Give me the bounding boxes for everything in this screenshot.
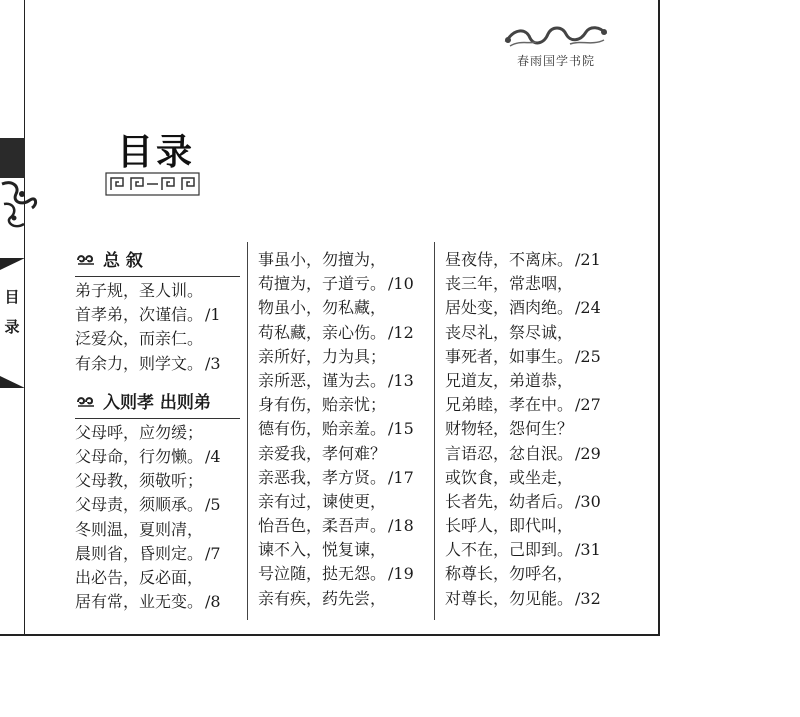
toc-line[interactable] <box>258 442 428 466</box>
toc-line[interactable] <box>445 466 615 490</box>
column-divider <box>247 242 248 620</box>
side-tab-label: 目录 <box>4 288 20 336</box>
toc-line[interactable] <box>75 542 240 566</box>
toc-line[interactable] <box>445 248 615 272</box>
side-tab[interactable] <box>0 138 25 408</box>
toc-line[interactable] <box>445 393 615 417</box>
toc-text: 称尊长，勿呼名， <box>445 564 574 584</box>
cloud-bullet-icon <box>75 394 97 410</box>
toc-text: 对尊长，勿见能。 <box>445 588 574 608</box>
toc-text: 父母责，须顺承。 <box>75 495 204 515</box>
toc-text: 长呼人，即代叫， <box>445 516 574 536</box>
toc-line[interactable] <box>258 514 428 538</box>
toc-text: 人不在，己即到。 <box>445 540 574 560</box>
page-number: /21 <box>575 250 601 269</box>
toc-text: 亲有过，谏使更， <box>258 491 387 511</box>
page-number: /7 <box>205 543 221 563</box>
cloud-bullet-icon <box>75 252 97 268</box>
toc-line[interactable] <box>75 493 240 517</box>
toc-text: 亲有疾，药先尝， <box>258 588 387 608</box>
toc-line[interactable] <box>258 345 428 369</box>
page-number: /17 <box>388 467 414 487</box>
toc-line[interactable] <box>75 590 240 614</box>
toc-text: 居有常，业无变。 <box>75 592 204 612</box>
toc-text: 晨则省，昏则定。 <box>75 543 204 563</box>
section-title: 总 叙 <box>103 251 143 271</box>
page-number: /31 <box>575 540 601 560</box>
section-title: 入则孝 出则弟 <box>103 392 211 413</box>
side-tab-dark-band <box>0 138 25 178</box>
page-number: /4 <box>205 446 221 466</box>
toc-text: 亲所好，力为具； <box>258 346 387 366</box>
page-number: /19 <box>388 564 414 584</box>
toc-text: 亲爱我，孝何难？ <box>258 443 387 463</box>
toc-line[interactable] <box>445 417 615 441</box>
publisher-logo <box>500 20 612 70</box>
toc-text: 苟私藏，亲心伤。 <box>258 322 387 342</box>
toc-text: 身有伤，贻亲忧； <box>258 395 387 415</box>
toc-line[interactable] <box>445 296 615 320</box>
page-number: /27 <box>575 395 601 415</box>
toc-line[interactable] <box>258 562 428 586</box>
toc-line[interactable] <box>258 466 428 490</box>
toc-text: 冬则温，夏则凊， <box>75 519 204 539</box>
toc-text: 兄道友，弟道恭， <box>445 370 574 390</box>
page-number: /18 <box>388 516 414 536</box>
toc-line[interactable] <box>75 469 240 493</box>
toc-column-3 <box>445 248 615 611</box>
toc-column-2 <box>258 248 428 611</box>
toc-line[interactable] <box>75 352 240 376</box>
page-number: /24 <box>575 298 601 318</box>
toc-text: 父母呼，应勿缓； <box>75 422 204 442</box>
page-number: /5 <box>205 495 221 515</box>
page-title: 目录 <box>117 132 196 173</box>
toc-line[interactable] <box>258 296 428 320</box>
page-number: /12 <box>388 322 414 342</box>
side-tab-label-block <box>0 258 25 378</box>
side-tab-wedge-bottom <box>0 376 25 388</box>
toc-text: 事死者，如事生。 <box>445 346 574 366</box>
toc-text: 或饮食，或坐走， <box>445 467 574 487</box>
toc-line[interactable] <box>258 490 428 514</box>
toc-line[interactable] <box>75 518 240 542</box>
page-number: /30 <box>575 491 601 511</box>
toc-text: 居处变，酒肉绝。 <box>445 298 574 318</box>
page-number: /10 <box>388 274 414 294</box>
toc-text: 怡吾色，柔吾声。 <box>258 516 387 536</box>
toc-line[interactable] <box>258 369 428 393</box>
page-number: /32 <box>575 588 601 608</box>
section-heading[interactable] <box>75 390 240 419</box>
toc-text: 事虽小，勿擅为， <box>258 250 387 269</box>
toc-column-1 <box>75 248 240 614</box>
publisher-name: 春雨国学书院 <box>516 54 595 68</box>
column-divider <box>434 242 435 620</box>
toc-text: 首孝弟，次谨信。 <box>75 305 204 325</box>
toc-line[interactable] <box>258 248 428 272</box>
page-number: /29 <box>575 443 601 463</box>
dragon-emblem-icon <box>500 20 612 50</box>
toc-line[interactable] <box>75 303 240 327</box>
cloud-scroll-icon <box>0 174 40 234</box>
fret-border-ornament <box>105 172 200 196</box>
toc-text: 兄弟睦，孝在中。 <box>445 395 574 415</box>
toc-line[interactable] <box>75 421 240 445</box>
toc-line[interactable] <box>445 345 615 369</box>
toc-text: 苟擅为，子道亏。 <box>258 274 387 294</box>
toc-line[interactable] <box>445 538 615 562</box>
section-gap <box>75 376 240 390</box>
toc-text: 亲所恶，谨为去。 <box>258 370 387 390</box>
page-number: /25 <box>575 346 601 366</box>
toc-text: 丧三年，常悲咽， <box>445 274 574 294</box>
toc-line[interactable] <box>75 445 240 469</box>
toc-line[interactable] <box>258 393 428 417</box>
toc-text: 财物轻，怨何生？ <box>445 419 574 439</box>
side-tab-wedge-top <box>0 258 25 270</box>
toc-text: 物虽小，勿私藏， <box>258 298 387 318</box>
toc-line[interactable] <box>258 538 428 562</box>
toc-line[interactable] <box>75 566 240 590</box>
toc-text: 长者先，幼者后。 <box>445 491 574 511</box>
toc-text: 德有伤，贻亲羞。 <box>258 419 387 439</box>
toc-line[interactable] <box>445 587 615 611</box>
toc-text: 亲恶我，孝方贤。 <box>258 467 387 487</box>
toc-line[interactable] <box>258 587 428 611</box>
section-heading[interactable] <box>75 248 240 277</box>
toc-text: 有余力，则学文。 <box>75 353 204 373</box>
toc-text: 弟子规，圣人训。 <box>75 281 204 300</box>
page-number: /15 <box>388 419 414 439</box>
toc-line[interactable] <box>445 272 615 296</box>
toc-line[interactable] <box>445 490 615 514</box>
toc-line[interactable] <box>75 327 240 351</box>
page-number: /13 <box>388 370 414 390</box>
toc-line[interactable] <box>258 321 428 345</box>
toc-line[interactable] <box>445 514 615 538</box>
page-number: /3 <box>205 353 221 373</box>
toc-line[interactable] <box>258 417 428 441</box>
toc-text: 言语忍，忿自泯。 <box>445 443 574 463</box>
toc-text: 谏不入，悦复谏， <box>258 540 387 560</box>
toc-line[interactable] <box>445 562 615 586</box>
page-number: /8 <box>205 592 221 612</box>
toc-text: 丧尽礼，祭尽诚， <box>445 322 574 342</box>
toc-line[interactable] <box>445 369 615 393</box>
toc-line[interactable] <box>75 279 240 303</box>
toc-line[interactable] <box>258 272 428 296</box>
toc-line[interactable] <box>445 321 615 345</box>
toc-text: 出必告，反必面， <box>75 567 204 587</box>
toc-text: 父母命，行勿懒。 <box>75 446 204 466</box>
toc-text: 号泣随，挞无怨。 <box>258 564 387 584</box>
toc-text: 泛爱众，而亲仁。 <box>75 329 204 349</box>
toc-text: 昼夜侍，不离床。 <box>445 250 574 269</box>
page-number: /1 <box>205 305 221 325</box>
toc-text: 父母教，须敬听； <box>75 471 204 491</box>
toc-line[interactable] <box>445 442 615 466</box>
